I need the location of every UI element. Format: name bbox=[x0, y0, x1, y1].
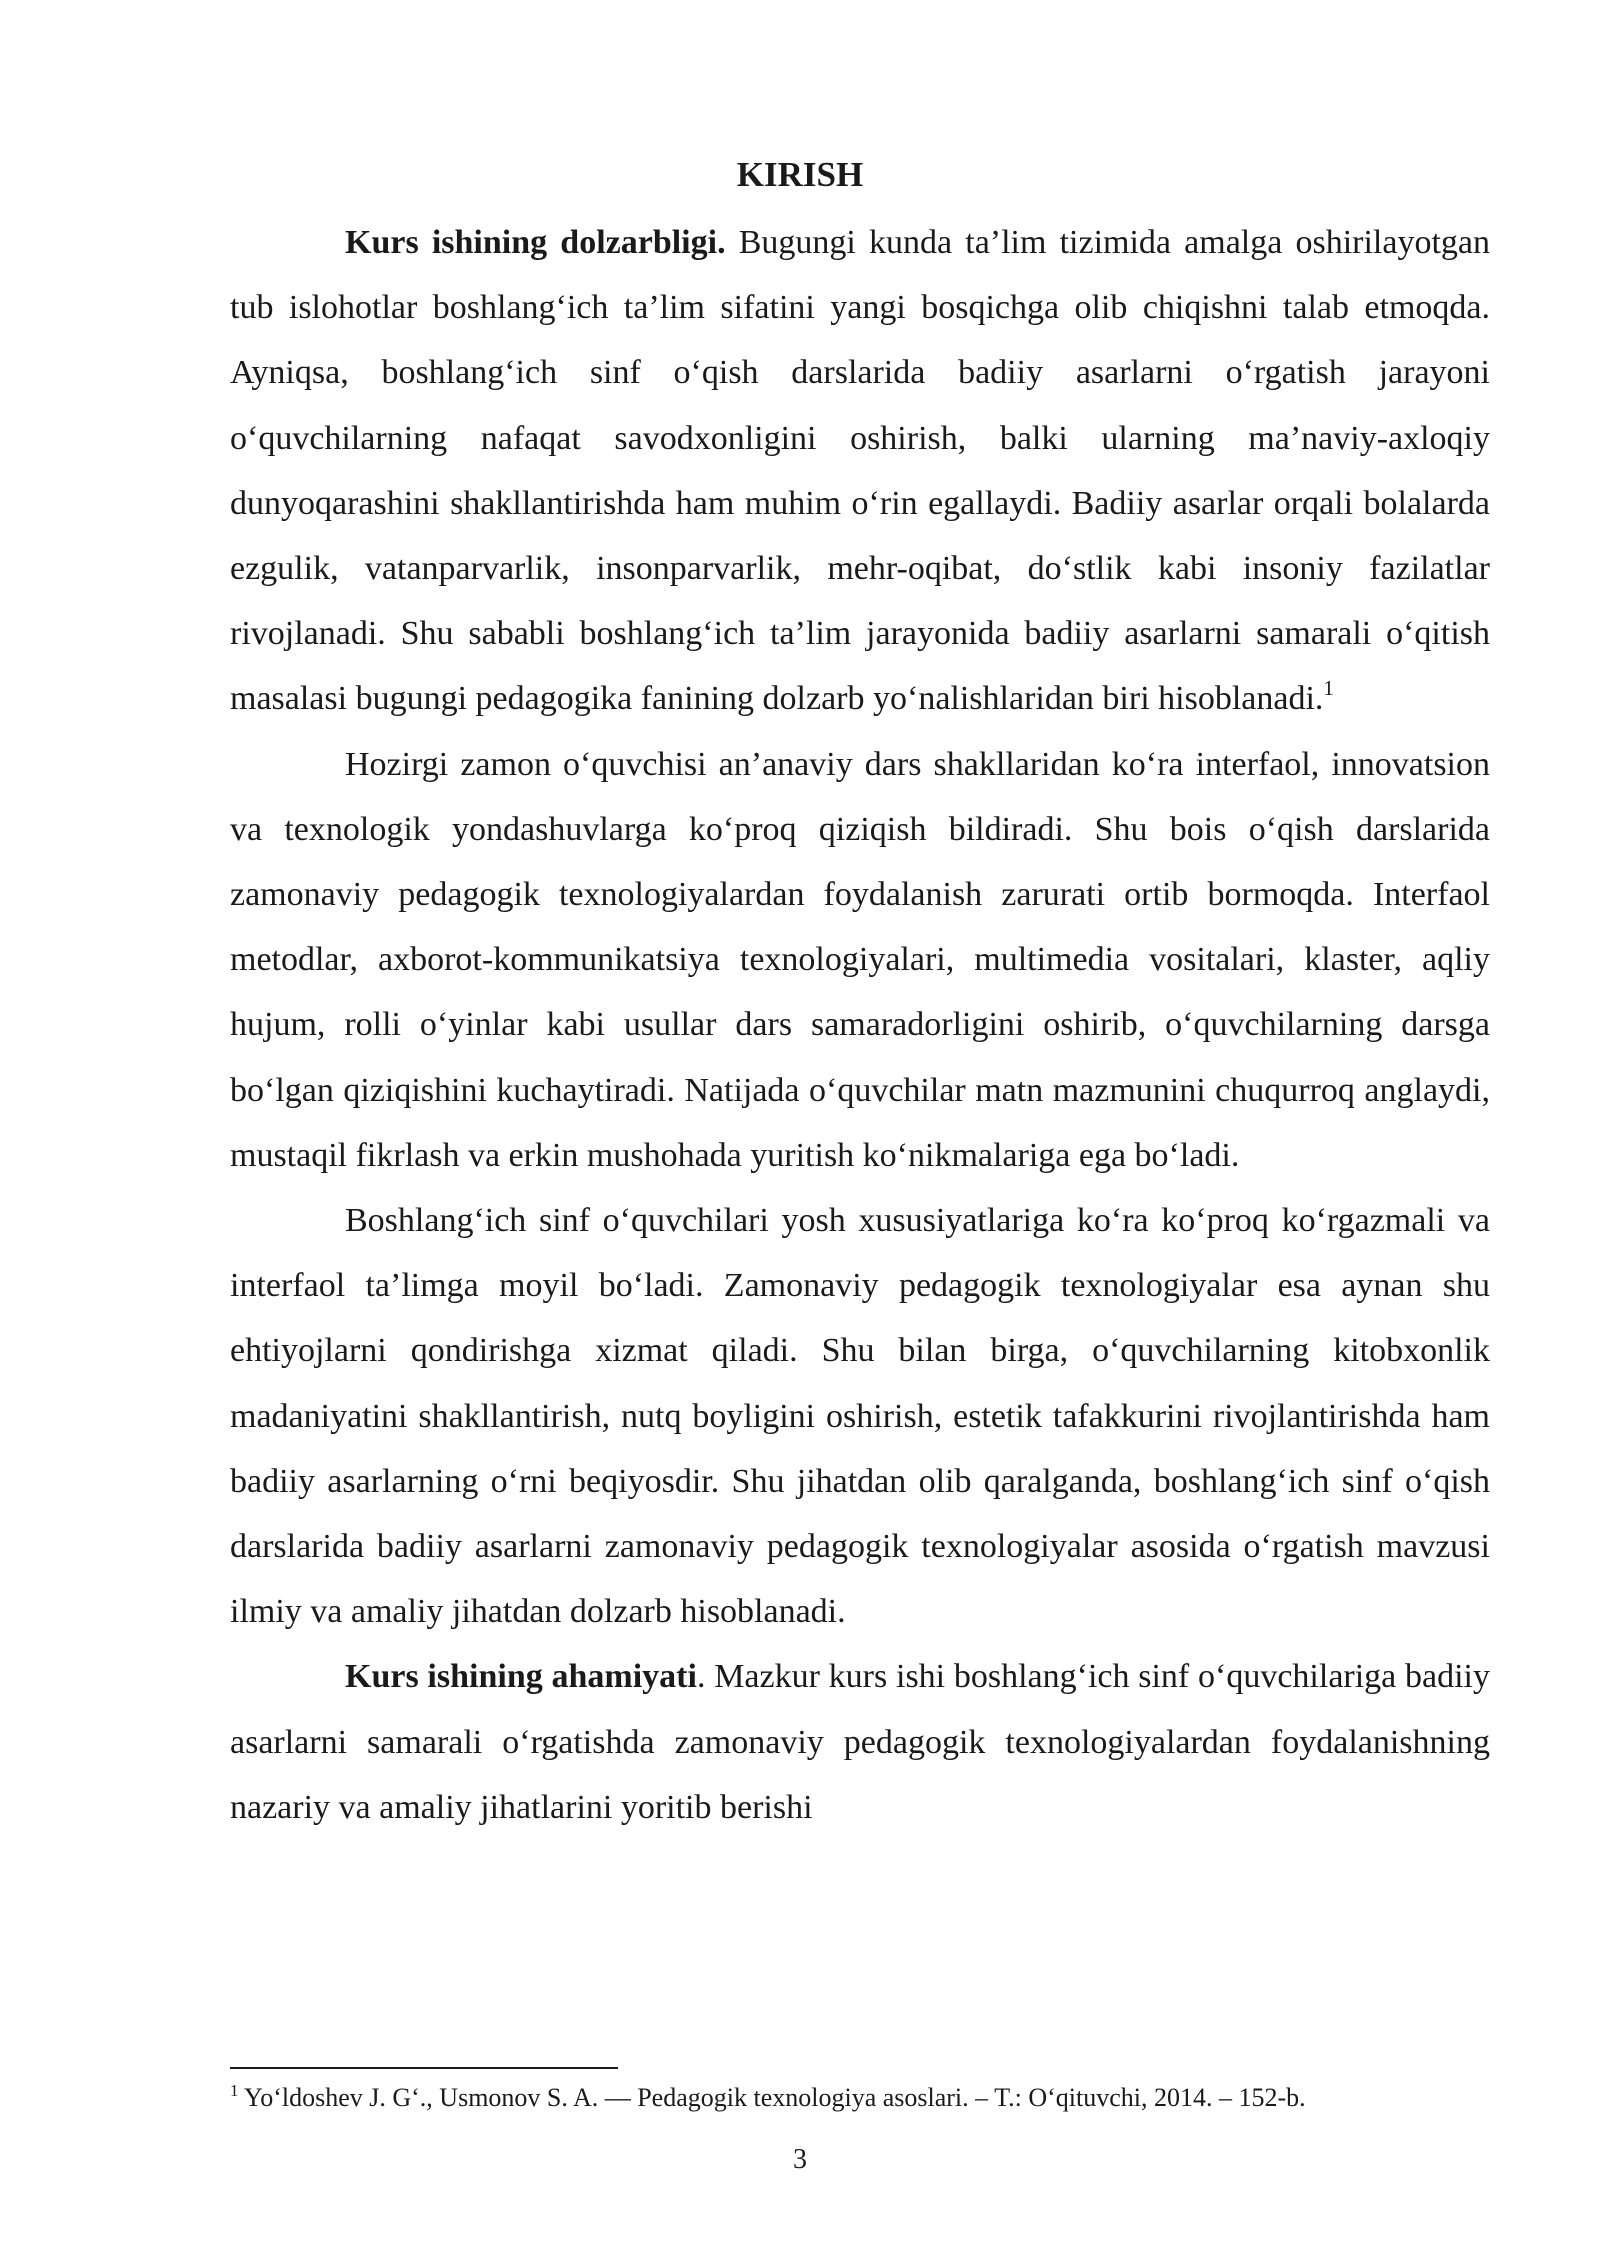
paragraph-lead: Kurs ishining ahamiyati bbox=[345, 1658, 697, 1696]
paragraph-modern-student bbox=[230, 732, 1490, 1188]
paragraph-lead: Kurs ishining dolzarbligi. bbox=[345, 224, 726, 261]
footnote-marker: 1 bbox=[230, 2081, 239, 2100]
body-text bbox=[230, 210, 1490, 1840]
page-number: 3 bbox=[793, 2144, 807, 2175]
paragraph-text: . Mazkur kurs ishi boshlang‘ich sinf o‘quvchilariga badiiy asarlarni samarali o‘rgatishda zamonaviy pedagogik texnologiyalardan foydalanishning nazariy va amaliy jihatlarini yoritib berishi bbox=[230, 1658, 1491, 1826]
footnote-reference[interactable]: 1 bbox=[1323, 676, 1334, 701]
paragraph-text: Hozirgi zamon o‘quvchisi an’anaviy dars shakllaridan ko‘ra interfaol, innovatsion va texnologik yondashuvlarga ko‘proq qiziqish bildiradi. Shu bois o‘qish darslarida zamonaviy pedagogik texnologiyalardan foydalanish zarurati ortib bormoqda. Interfaol metodlar, axborot-kommunikatsiya texnologiyalari, multimedia vositalari, klaster, aqliy hujum, rolli o‘yinlar kabi usullar dars samaradorligini oshirib, o‘quvchilarning darsga bo‘lgan qiziqishini kuchaytiradi. Natijada o‘quvchilar matn mazmunini chuqurroq anglaydi, mustaqil fikrlash va erkin mushohada yuritish ko‘nikmalariga ega bo‘ladi. bbox=[230, 745, 1490, 1174]
paragraph-significance bbox=[230, 1644, 1490, 1840]
page-title: KIRISH bbox=[736, 155, 864, 194]
paragraph-text: Boshlang‘ich sinf o‘quvchilari yosh xususiyatlariga ko‘ra ko‘proq ko‘rgazmali va interfaol ta’limga moyil bo‘ladi. Zamonaviy pedagogik texnologiyalar esa aynan shu ehtiyojlarni qondirishga xizmat qiladi. Shu bilan birga, o‘quvchilarning kitobxonlik madaniyatini shakllantirish, nutq boyligini oshirish, estetik tafakkurini rivojlantirishda ham badiiy asarlarning o‘rni beqiyosdir. Shu jihatdan olib qaralganda, boshlang‘ich sinf o‘qish darslarida badiiy asarlarni zamonaviy pedagogik texnologiyalar asosida o‘rgatish mavzusi ilmiy va amaliy jihatdan dolzarb hisoblanadi. bbox=[230, 1202, 1490, 1631]
footnote-separator bbox=[230, 2067, 618, 2069]
paragraph-text: Bugungi kunda ta’lim tizimida amalga oshirilayotgan tub islohotlar boshlang‘ich ta’lim sifatini yangi bosqichga olib chiqishni talab etmoqda. Ayniqsa, boshlang‘ich sinf o‘qish darslarida badiiy asarlarni o‘rgatish jarayoni o‘quvchilarning nafaqat savodxonligini oshirish, balki ularning ma’naviy-axloqiy dunyoqarashini shakllantirishda ham muhim o‘rin egallaydi. Badiiy asarlar orqali bolalarda ezgulik, vatanparvarlik, insonparvarlik, mehr-oqibat, do‘stlik kabi insoniy fazilatlar rivojlanadi. Shu sababli boshlang‘ich ta’lim jarayonida badiiy asarlarni samarali o‘qitish masalasi bugungi pedagogika fanining dolzarb yo‘nalishlaridan biri hisoblanadi. bbox=[230, 224, 1491, 718]
footnote bbox=[230, 2080, 1490, 2116]
footnote-text: Yo‘ldoshev J. G‘., Usmonov S. A. — Pedagogik texnologiya asoslari. – T.: O‘qituvchi, 2014. – 152-b. bbox=[238, 2083, 1306, 2112]
paragraph-relevance bbox=[230, 210, 1490, 732]
paragraph-primary-students bbox=[230, 1188, 1490, 1644]
